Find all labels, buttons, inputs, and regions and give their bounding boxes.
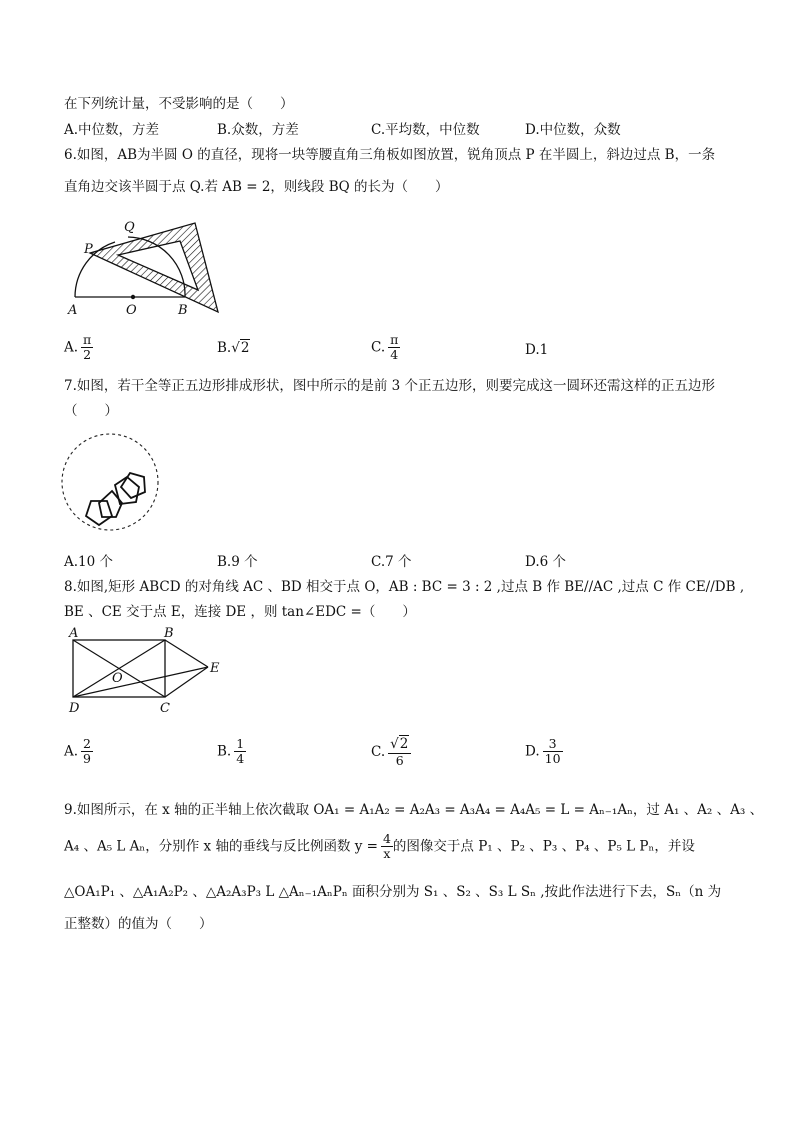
q6-label-a: A bbox=[68, 303, 78, 318]
q8-label-d: D bbox=[69, 701, 80, 716]
q6-option-c: C. $\frac{\pi}{4}$ bbox=[371, 332, 399, 363]
q8-option-a: A. $\frac{2}{9}$ bbox=[64, 736, 91, 767]
q5-option-b: B.众数，方差 bbox=[217, 122, 299, 138]
q8-stem-line2: BE 、CE 交于点 E，连接 DE ，则 tan∠EDC =（ ） bbox=[64, 604, 416, 620]
q7-figure bbox=[60, 425, 170, 540]
q6-option-a: A. $\frac{\pi}{2}$ bbox=[64, 332, 92, 363]
q8-label-a: A bbox=[69, 626, 79, 641]
q8-option-b: B. $\frac{1}{4}$ bbox=[217, 736, 245, 767]
q7-option-d: D.6 个 bbox=[525, 554, 567, 570]
q6-label-b: B bbox=[178, 303, 188, 318]
q6-stem-line2: 直角边交该半圆于点 Q.若 AB = 2，则线段 BQ 的长为（ ） bbox=[64, 179, 449, 195]
q8-label-o: O bbox=[112, 671, 123, 686]
q6-triangle-ruler bbox=[90, 223, 218, 312]
q8-label-e: E bbox=[210, 661, 220, 676]
q8-option-d: D. $\frac{3}{10}$ bbox=[525, 736, 561, 767]
q7-option-c: C.7 个 bbox=[371, 554, 412, 570]
q9-stem-line1: 9.如图所示，在 x 轴的正半轴上依次截取 OA₁ = A₁A₂ = A₂A₃ = A₃A₄ = A₄A₅ = L = Aₙ₋₁Aₙ，过 A₁ 、A₂ 、A₃ 、 bbox=[64, 802, 764, 818]
q7-stem-line2: （ ） bbox=[64, 403, 118, 419]
q8-label-b: B bbox=[164, 626, 174, 641]
q9-stem-line3: △OA₁P₁ 、△A₁A₂P₂ 、△A₂A₃P₃ L △Aₙ₋₁AₙPₙ 面积分别为 S₁ 、S₂ 、S₃ L Sₙ ,按此作法进行下去，Sₙ（n 为 bbox=[64, 884, 722, 900]
q8-option-c: C. $\frac{√2}{6}$ bbox=[371, 737, 411, 768]
q6-label-o: O bbox=[126, 303, 137, 318]
q8-stem-line1: 8.如图,矩形 ABCD 的对角线 AC 、BD 相交于点 O，AB : BC = 3 : 2 ,过点 B 作 BE//AC ,过点 C 作 CE//DB , bbox=[64, 579, 745, 595]
q8-segment-be bbox=[165, 640, 208, 667]
q8-figure bbox=[60, 622, 235, 717]
q5-option-a: A.中位数，方差 bbox=[64, 122, 160, 138]
q5-option-c: C.平均数，中位数 bbox=[371, 122, 480, 138]
q7-option-a: A.10 个 bbox=[64, 554, 114, 570]
q6-figure bbox=[60, 215, 230, 320]
q6-center-dot bbox=[131, 295, 135, 299]
q7-pentagon-3 bbox=[121, 473, 145, 498]
q7-pentagon-4 bbox=[115, 477, 139, 504]
q6-stem-line1: 6.如图，AB为半圆 O 的直径，现将一块等腰直角三角板如图放置，锐角顶点 P 在半圆上，斜边过点 B，一条 bbox=[64, 147, 716, 163]
q6-label-q: Q bbox=[124, 220, 135, 235]
q6-option-b: B.√2 bbox=[217, 340, 250, 356]
q8-segment-de bbox=[73, 667, 208, 697]
q9-stem-line4: 正整数）的值为（ ） bbox=[64, 916, 213, 932]
q9-stem-line2: A₄ 、A₅ L Aₙ，分别作 x 轴的垂线与反比例函数 y = $\frac{4}{x}$ 的图像交于点 P₁ 、P₂ 、P₃ 、P₄ 、P₅ L Pₙ，并设 bbox=[64, 831, 695, 862]
q7-option-b: B.9 个 bbox=[217, 554, 258, 570]
q6-option-d: D.1 bbox=[525, 342, 549, 358]
q5-option-d: D.中位数，众数 bbox=[525, 122, 621, 138]
q5-stem: 在下列统计量，不受影响的是（ ） bbox=[64, 96, 294, 112]
q6-label-p: P bbox=[84, 242, 93, 257]
q7-stem-line1: 7.如图，若干全等正五边形排成形状，图中所示的是前 3 个正五边形，则要完成这一圆环还需这样的正五边形 bbox=[64, 378, 716, 394]
q8-label-c: C bbox=[160, 701, 170, 716]
